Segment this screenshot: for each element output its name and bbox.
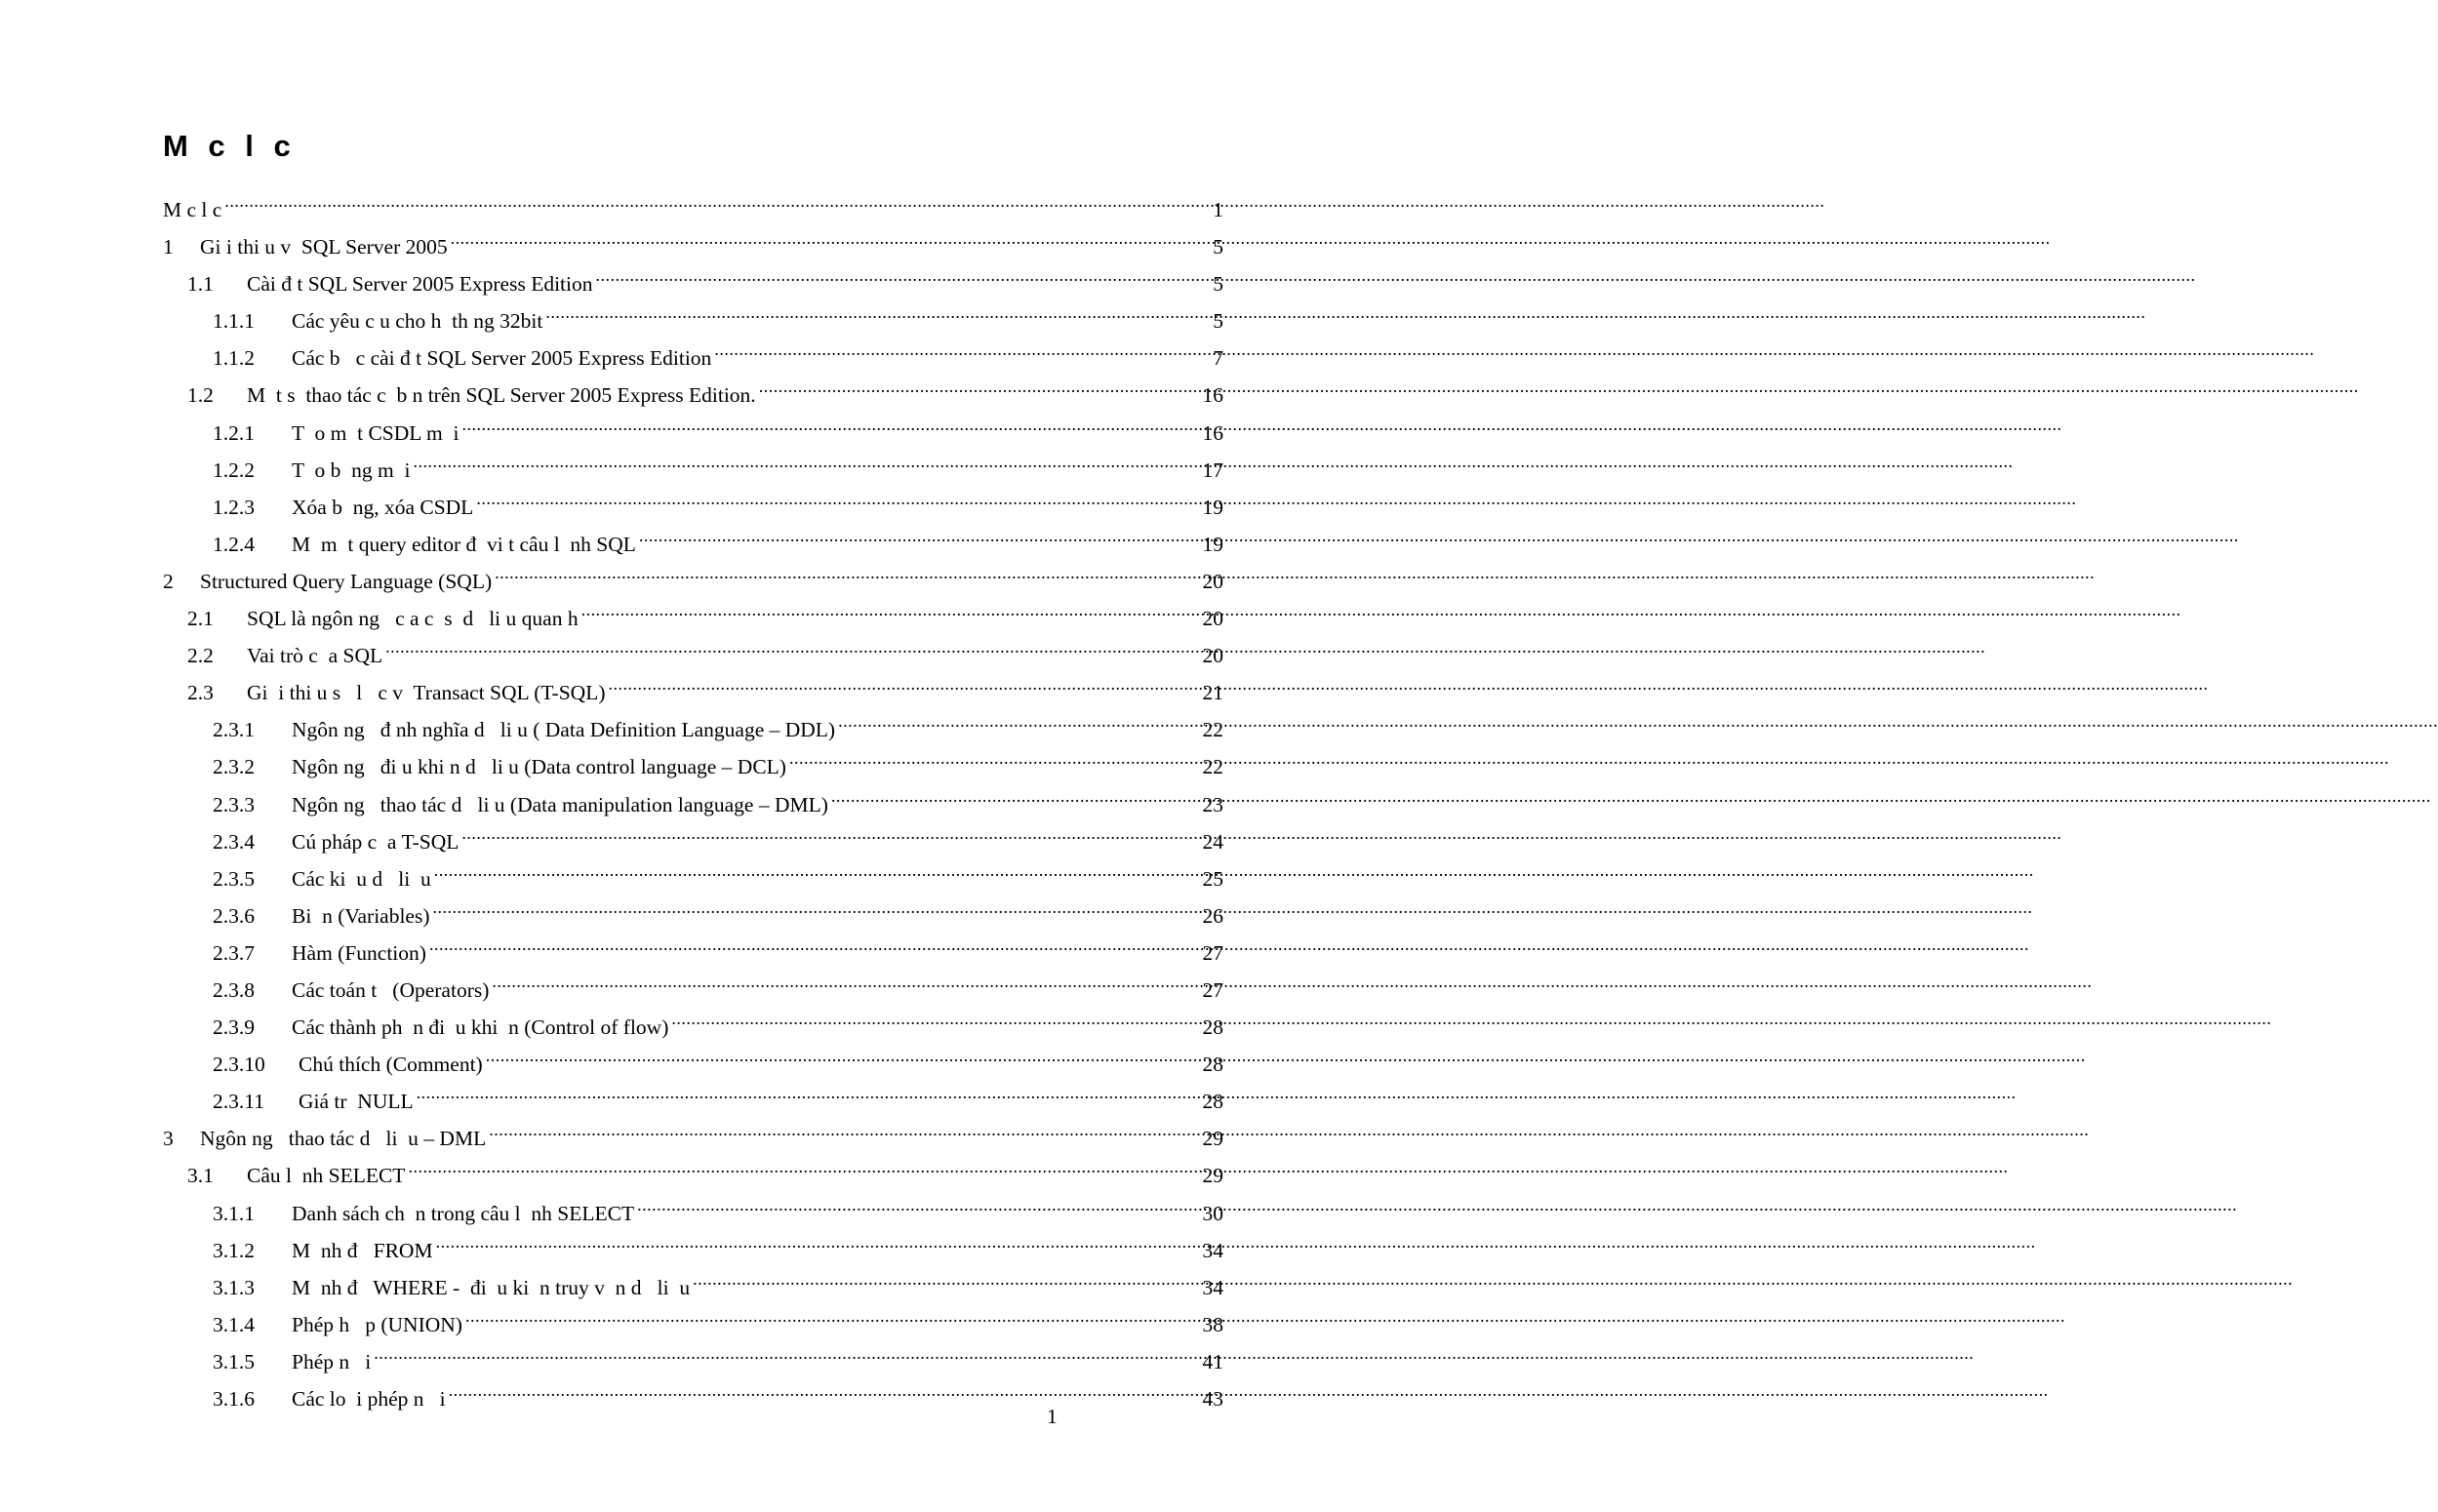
toc-entry-number: 3.1: [187, 1164, 214, 1188]
toc-entry[interactable]: [0, 1294, 1223, 1336]
toc-entry[interactable]: [0, 812, 1223, 854]
toc-entry-number: 1.2.3: [213, 495, 255, 519]
toc-entry-page: 26: [1202, 903, 1223, 928]
toc-entry-number: 1.1.1: [213, 309, 255, 334]
toc-dot-leader: [408, 1145, 1200, 1182]
toc-entry-page: 23: [1202, 792, 1223, 816]
toc-entry-page: 28: [1202, 1053, 1223, 1077]
toc-dot-leader: [609, 662, 1201, 699]
toc-entry-page: 16: [1202, 420, 1223, 445]
toc-dot-leader: [495, 551, 1200, 588]
toc-entry-number: 2.3.5: [213, 866, 255, 891]
toc-dot-leader: [429, 923, 1201, 960]
toc-entry-number: 2.3.11: [213, 1090, 264, 1114]
toc-entry-page: 19: [1202, 495, 1223, 519]
toc-entry[interactable]: [0, 477, 1223, 519]
table-of-contents: [0, 179, 1223, 1411]
toc-entry-page: 20: [1202, 607, 1223, 631]
toc-entry[interactable]: [0, 291, 1223, 334]
toc-entry-page: 38: [1202, 1312, 1223, 1336]
toc-dot-leader: [714, 328, 1211, 365]
toc-entry-title: Các toán t (Operators): [292, 977, 490, 1002]
toc-entry-page: 24: [1202, 829, 1223, 854]
toc-entry-page: 21: [1202, 681, 1223, 705]
toc-entry[interactable]: [0, 440, 1223, 482]
toc-entry-title: Phép n i: [292, 1349, 372, 1373]
toc-entry-title: Các thành ph n đi u khi n (Control of flow): [292, 1015, 669, 1040]
toc-dot-leader: [693, 1257, 1200, 1294]
toc-entry-title: Cài đ t SQL Server 2005 Express Edition: [247, 272, 593, 297]
toc-entry-number: 3.1.4: [213, 1312, 255, 1336]
toc-entry-number: 2.2: [187, 644, 214, 668]
toc-entry-page: 5: [1213, 309, 1223, 334]
toc-entry-page: 16: [1202, 383, 1223, 408]
toc-entry[interactable]: [0, 997, 1223, 1040]
toc-dot-leader: [759, 365, 1201, 402]
toc-dot-leader: [545, 291, 1211, 328]
toc-entry-title: M m t query editor đ vi t câu l nh SQL: [292, 532, 636, 556]
toc-entry[interactable]: [0, 328, 1223, 371]
toc-entry-number: 2.3.6: [213, 903, 255, 928]
toc-entry-title: Gi i thi u v SQL Server 2005: [200, 235, 448, 259]
toc-dot-leader: [417, 1071, 1201, 1108]
toc-entry-number: 2.3.1: [213, 718, 255, 742]
toc-dot-leader: [581, 588, 1201, 625]
toc-entry[interactable]: [0, 736, 1223, 779]
toc-entry[interactable]: [0, 849, 1223, 891]
toc-entry-title: Giá tr NULL: [299, 1090, 414, 1114]
toc-dot-leader: [838, 699, 1200, 736]
toc-entry-page: 20: [1202, 644, 1223, 668]
toc-dot-leader: [451, 217, 1212, 254]
toc-entry-title: Ngôn ng thao tác d li u – DML: [200, 1127, 487, 1151]
toc-entry-title: Structured Query Language (SQL): [200, 569, 493, 593]
toc-entry[interactable]: [0, 254, 1223, 297]
toc-entry-page: 27: [1202, 977, 1223, 1002]
toc-entry-page: 29: [1202, 1127, 1223, 1151]
toc-entry[interactable]: [0, 1145, 1223, 1188]
toc-entry-title: T o m t CSDL m i: [292, 420, 460, 445]
toc-entry-number: 2.3: [187, 681, 214, 705]
toc-entry[interactable]: [0, 365, 1223, 408]
page-title: M c l c: [163, 129, 297, 163]
toc-entry-page: 27: [1202, 940, 1223, 965]
toc-entry-title: Xóa b ng, xóa CSDL: [292, 495, 474, 519]
toc-entry[interactable]: [0, 699, 1223, 742]
toc-entry[interactable]: [0, 960, 1223, 1002]
toc-entry-number: 1.1: [187, 272, 214, 297]
toc-entry-number: 2.3.8: [213, 977, 255, 1002]
toc-entry[interactable]: [0, 1108, 1223, 1151]
toc-entry-page: 28: [1202, 1015, 1223, 1040]
toc-entry[interactable]: [0, 1257, 1223, 1299]
toc-dot-leader: [476, 477, 1200, 514]
toc-entry[interactable]: [0, 1034, 1223, 1077]
toc-entry-title: Các lo i phép n i: [292, 1387, 446, 1411]
toc-entry-title: Các yêu c u cho h th ng 32bit: [292, 309, 543, 334]
toc-dot-leader: [492, 960, 1200, 997]
toc-entry-number: 3.1.5: [213, 1349, 255, 1373]
toc-entry[interactable]: [0, 514, 1223, 556]
toc-dot-leader: [413, 440, 1200, 477]
toc-entry-title: M t s thao tác c b n trên SQL Server 2005 Express Edition.: [247, 383, 756, 408]
toc-entry-title: Phép h p (UNION): [292, 1312, 462, 1336]
toc-entry-number: 1.2.2: [213, 458, 255, 482]
toc-entry-title: Hàm (Function): [292, 940, 426, 965]
toc-entry-number: 3: [163, 1127, 174, 1151]
toc-entry-number: 1.2.1: [213, 420, 255, 445]
toc-entry-page: 41: [1202, 1349, 1223, 1373]
toc-entry[interactable]: [0, 923, 1223, 965]
toc-entry-title: T o b ng m i: [292, 458, 411, 482]
toc-entry-number: 1.1.2: [213, 346, 255, 371]
toc-entry[interactable]: [0, 625, 1223, 668]
toc-entry-page: 22: [1202, 718, 1223, 742]
toc-entry-number: 3.1.2: [213, 1238, 255, 1262]
toc-entry-number: 2.3.2: [213, 755, 255, 779]
toc-entry[interactable]: [0, 1071, 1223, 1114]
toc-entry[interactable]: [0, 588, 1223, 631]
toc-entry-page: 19: [1202, 532, 1223, 556]
toc-entry[interactable]: [0, 1183, 1223, 1225]
toc-entry-title: Chú thích (Comment): [299, 1053, 483, 1077]
toc-entry-page: 7: [1213, 346, 1223, 371]
toc-entry-page: 34: [1202, 1275, 1223, 1299]
toc-entry-title: Vai trò c a SQL: [247, 644, 383, 668]
toc-entry-number: 3.1.1: [213, 1201, 255, 1225]
toc-entry-number: 3.1.6: [213, 1387, 255, 1411]
toc-entry-title: Danh sách ch n trong câu l nh SELECT: [292, 1201, 635, 1225]
toc-dot-leader: [461, 403, 1200, 440]
toc-entry-number: 2.3.7: [213, 940, 255, 965]
toc-dot-leader: [789, 736, 1201, 774]
toc-dot-leader: [224, 179, 1211, 217]
toc-dot-leader: [671, 997, 1200, 1034]
toc-entry-page: 22: [1202, 755, 1223, 779]
toc-entry[interactable]: [0, 403, 1223, 445]
toc-entry-page: 34: [1202, 1238, 1223, 1262]
toc-entry[interactable]: [0, 662, 1223, 705]
toc-dot-leader: [436, 1220, 1201, 1257]
toc-entry-number: 3.1.3: [213, 1275, 255, 1299]
toc-entry-number: 2.3.3: [213, 792, 255, 816]
toc-entry-page: 17: [1202, 458, 1223, 482]
page-number: 1: [1047, 1405, 1058, 1428]
toc-entry-page: 30: [1202, 1201, 1223, 1225]
toc-dot-leader: [434, 849, 1201, 886]
toc-entry-page: 1: [1213, 198, 1223, 221]
toc-entry[interactable]: [0, 551, 1223, 593]
toc-entry-page: 25: [1202, 866, 1223, 891]
toc-entry-number: 1: [163, 235, 174, 259]
toc-dot-leader: [461, 812, 1200, 849]
toc-entry-page: 20: [1202, 569, 1223, 593]
toc-entry-number: 2.1: [187, 607, 214, 631]
toc-entry-number: 1.2.4: [213, 532, 255, 556]
toc-entry-title: SQL là ngôn ng c a c s d li u quan h: [247, 607, 579, 631]
toc-entry-page: 43: [1202, 1387, 1223, 1411]
toc-dot-leader: [465, 1294, 1201, 1332]
toc-entry-page: 5: [1213, 272, 1223, 297]
toc-entry-page: 28: [1202, 1090, 1223, 1114]
toc-entry-number: 2.3.4: [213, 829, 255, 854]
toc-dot-leader: [486, 1034, 1201, 1071]
toc-entry[interactable]: [0, 217, 1223, 259]
toc-entry[interactable]: [0, 886, 1223, 928]
toc-entry-title: Gi i thi u s l c v Transact SQL (T-SQL): [247, 681, 606, 705]
toc-entry-title: M nh đ FROM: [292, 1238, 433, 1262]
toc-entry[interactable]: [0, 1369, 1223, 1411]
toc-entry-title: M c l c: [163, 198, 222, 221]
toc-dot-leader: [831, 775, 1201, 812]
toc-entry-title: Câu l nh SELECT: [247, 1164, 406, 1188]
toc-entry-title: Ngôn ng thao tác d li u (Data manipulation language – DML): [292, 792, 828, 816]
toc-entry-number: 1.2: [187, 383, 214, 408]
toc-dot-leader: [374, 1332, 1200, 1369]
toc-dot-leader: [596, 254, 1212, 291]
toc-entry[interactable]: [0, 1220, 1223, 1262]
toc-entry-number: 2.3.9: [213, 1015, 255, 1040]
toc-entry[interactable]: [0, 179, 1223, 221]
toc-entry-title: Ngôn ng đi u khi n d li u (Data control language – DCL): [292, 755, 786, 779]
toc-entry-title: Bi n (Variables): [292, 903, 430, 928]
toc-entry-title: M nh đ WHERE - đi u ki n truy v n d li u: [292, 1275, 691, 1299]
toc-dot-leader: [639, 514, 1201, 551]
toc-entry-page: 29: [1202, 1164, 1223, 1188]
toc-entry[interactable]: [0, 775, 1223, 816]
toc-entry-number: 2: [163, 569, 174, 593]
toc-dot-leader: [449, 1369, 1201, 1406]
toc-entry-title: Ngôn ng đ nh nghĩa d li u ( Data Definition Language – DDL): [292, 718, 836, 742]
toc-entry-title: Các ki u d li u: [292, 866, 431, 891]
toc-entry-page: 5: [1213, 235, 1223, 259]
toc-entry-title: Cú pháp c a T-SQL: [292, 829, 460, 854]
toc-entry-number: 2.3.10: [213, 1053, 265, 1077]
toc-dot-leader: [489, 1108, 1200, 1145]
toc-dot-leader: [433, 886, 1201, 923]
toc-entry[interactable]: [0, 1332, 1223, 1373]
toc-entry-title: Các b c cài đ t SQL Server 2005 Express Edition: [292, 346, 712, 371]
toc-dot-leader: [385, 625, 1200, 662]
toc-dot-leader: [637, 1183, 1200, 1220]
